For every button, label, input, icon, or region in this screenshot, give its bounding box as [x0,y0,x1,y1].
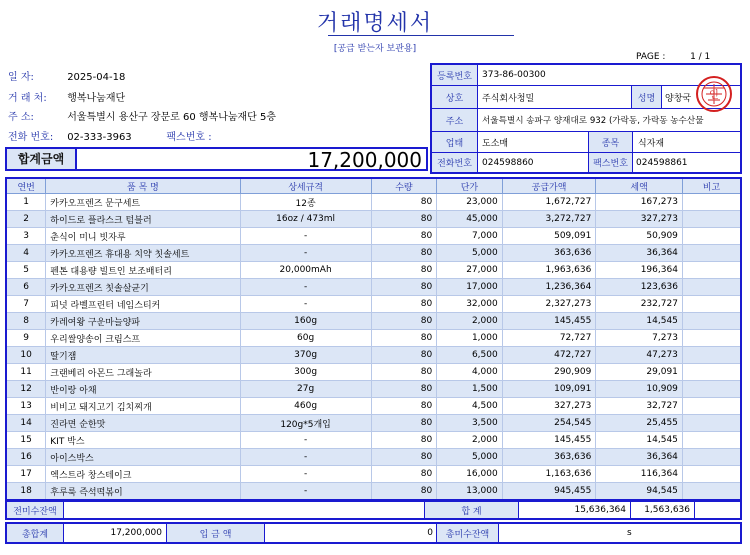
row-qty: 80 [371,432,437,449]
business-item-label: 종목 [589,132,633,152]
page-label: PAGE : [636,52,666,62]
row-unit-price: 23,000 [437,194,503,211]
row-note [682,330,741,347]
row-item-name: 후루룩 즉석떡볶이 [46,483,240,501]
row-supply-amount: 72,727 [502,330,596,347]
row-tax: 7,273 [596,330,683,347]
company-name-label: 상호 [432,86,478,108]
row-tax: 25,455 [596,415,683,432]
table-row [6,398,741,415]
row-no: 9 [6,330,46,347]
row-note [682,466,741,483]
row-unit-price: 32,000 [437,296,503,313]
row-tax: 232,727 [596,296,683,313]
row-spec: - [240,245,371,262]
col-price-header: 단가 [437,178,503,194]
row-item-name: 크랜베리 아몬드 그래놀라 [46,364,240,381]
row-tax: 196,364 [596,262,683,279]
table-row [6,432,741,449]
business-type-label: 업태 [432,132,478,152]
row-note [682,279,741,296]
total-amount-value: 17,200,000 [307,148,422,172]
row-spec: - [240,466,371,483]
col-tax-header: 세액 [596,178,683,194]
row-no: 6 [6,279,46,296]
row-qty: 80 [371,330,437,347]
prev-balance-label: 전미수잔액 [7,502,64,518]
row-spec: - [240,483,371,501]
row-no: 18 [6,483,46,501]
representative-label: 성명 [632,86,662,108]
row-qty: 80 [371,483,437,501]
grand-total-value: 17,200,000 [64,524,167,542]
row-spec: 160g [240,313,371,330]
row-unit-price: 13,000 [437,483,503,501]
row-spec: 460g [240,398,371,415]
row-qty: 80 [371,449,437,466]
row-qty: 80 [371,211,437,228]
row-supply-amount: 472,727 [502,347,596,364]
row-note [682,364,741,381]
row-qty: 80 [371,398,437,415]
row-unit-price: 4,500 [437,398,503,415]
footer-summary-row [5,500,742,520]
row-spec: - [240,228,371,245]
row-unit-price: 45,000 [437,211,503,228]
company-name-value: 주식회사청밀 [482,86,632,108]
supplier-fax-value: 024598861 [636,157,688,168]
row-spec: 60g [240,330,371,347]
supplier-tel-value: 024598860 [482,153,589,172]
row-spec: - [240,432,371,449]
row-tax: 29,091 [596,364,683,381]
row-note [682,245,741,262]
row-note [682,381,741,398]
table-row [6,279,741,296]
row-note [682,296,741,313]
receiver-client-row [8,89,125,104]
table-row [6,466,741,483]
reg-no-value: 373-86-00300 [482,70,546,80]
paid-amount-label: 입 금 액 [167,524,265,542]
supplier-tel-label: 전화번호 [432,153,478,172]
row-no: 3 [6,228,46,245]
page-value: 1 / 1 [690,52,711,62]
row-item-name: 진라면 순한맛 [46,415,240,432]
items-table [5,177,742,501]
row-unit-price: 16,000 [437,466,503,483]
row-spec: 20,000mAh [240,262,371,279]
document-title: 거래명세서 [316,11,434,36]
row-note [682,194,741,211]
table-row [6,449,741,466]
row-tax: 14,545 [596,313,683,330]
row-supply-amount: 363,636 [502,245,596,262]
col-spec-header: 상세규격 [240,178,371,194]
sum-label: 합 계 [425,502,519,518]
row-tax: 36,364 [596,449,683,466]
phone-value: 02-333-3963 [67,132,132,143]
row-spec: - [240,449,371,466]
table-row [6,381,741,398]
row-spec: 12종 [240,194,371,211]
row-qty: 80 [371,245,437,262]
row-spec: 16oz / 473ml [240,211,371,228]
row-spec: 120g*5개입 [240,415,371,432]
row-unit-price: 1,500 [437,381,503,398]
row-no: 1 [6,194,46,211]
row-supply-amount: 363,636 [502,449,596,466]
table-row [6,364,741,381]
row-item-name: 카카오프렌즈 휴대용 치약 칫솔세트 [46,245,240,262]
row-unit-price: 7,000 [437,228,503,245]
row-unit-price: 27,000 [437,262,503,279]
phone-label: 전화 번호: [8,132,54,143]
table-row [6,245,741,262]
row-qty: 80 [371,296,437,313]
date-label: 일 자: [8,72,34,83]
row-item-name: 카카오프렌즈 문구세트 [46,194,240,211]
row-supply-amount: 254,545 [502,415,596,432]
col-no-header: 연번 [6,178,46,194]
table-row [6,415,741,432]
sum-supply-value: 15,636,364 [519,502,631,518]
row-tax: 94,545 [596,483,683,501]
row-item-name: KIT 박스 [46,432,240,449]
row-note [682,313,741,330]
row-supply-amount: 145,455 [502,313,596,330]
sum-tax-value: 1,563,636 [631,502,695,518]
row-item-name: 펜톤 대용량 빌트인 보조배터리 [46,262,240,279]
address-label: 주 소: [8,112,34,123]
sum-note-value [695,502,740,518]
row-qty: 80 [371,279,437,296]
row-spec: 27g [240,381,371,398]
row-no: 4 [6,245,46,262]
row-no: 13 [6,398,46,415]
row-qty: 80 [371,364,437,381]
row-no: 17 [6,466,46,483]
row-spec: 370g [240,347,371,364]
row-note [682,432,741,449]
row-supply-amount: 3,272,727 [502,211,596,228]
row-item-name: 아이스박스 [46,449,240,466]
paid-amount-value: 0 [265,524,437,542]
prev-balance-value [64,502,425,518]
row-tax: 327,273 [596,211,683,228]
row-unit-price: 4,000 [437,364,503,381]
date-value: 2025-04-18 [67,72,126,83]
row-tax: 167,273 [596,194,683,211]
col-supply-header: 공급가액 [502,178,596,194]
row-note [682,228,741,245]
row-no: 12 [6,381,46,398]
row-tax: 50,909 [596,228,683,245]
footer-totals-row [5,522,742,544]
row-qty: 80 [371,415,437,432]
row-no: 7 [6,296,46,313]
row-unit-price: 5,000 [437,245,503,262]
row-note [682,262,741,279]
client-label: 거 래 처: [8,93,47,104]
supplier-address-value: 서울특별시 송파구 양재대로 932 (가락동, 가락동 농수산물 [482,116,704,126]
row-supply-amount: 509,091 [502,228,596,245]
row-tax: 32,727 [596,398,683,415]
row-no: 16 [6,449,46,466]
supplier-business-row [432,132,740,153]
company-seal-icon [694,74,734,114]
row-tax: 36,364 [596,245,683,262]
row-no: 15 [6,432,46,449]
row-item-name: 반이랑 아채 [46,381,240,398]
total-balance-value: s [627,528,632,538]
row-supply-amount: 290,909 [502,364,596,381]
table-row [6,262,741,279]
row-supply-amount: 1,963,636 [502,262,596,279]
row-supply-amount: 145,455 [502,432,596,449]
row-item-name: 딸기잼 [46,347,240,364]
business-type-value: 도소매 [482,132,589,152]
row-note [682,483,741,501]
row-no: 5 [6,262,46,279]
row-no: 10 [6,347,46,364]
row-supply-amount: 1,672,727 [502,194,596,211]
table-row [6,228,741,245]
row-tax: 116,364 [596,466,683,483]
table-header-row [6,178,741,194]
row-supply-amount: 327,273 [502,398,596,415]
title-underline [328,35,514,36]
col-item-header: 품 목 명 [46,178,240,194]
row-unit-price: 2,000 [437,313,503,330]
row-unit-price: 5,000 [437,449,503,466]
receiver-date-row [8,68,125,83]
representative-value: 양창국 [665,93,692,104]
receiver-address-row [8,108,276,123]
row-item-name: 엑스트라 창스테이크 [46,466,240,483]
row-unit-price: 17,000 [437,279,503,296]
total-amount-box [5,147,428,171]
supplier-contact-row [432,153,740,172]
supplier-fax-label: 팩스번호 [589,153,633,172]
row-qty: 80 [371,228,437,245]
row-qty: 80 [371,313,437,330]
row-item-name: 하이드로 플라스크 텀블러 [46,211,240,228]
row-no: 8 [6,313,46,330]
row-qty: 80 [371,262,437,279]
row-no: 11 [6,364,46,381]
row-spec: - [240,279,371,296]
row-qty: 80 [371,194,437,211]
table-row [6,483,741,501]
row-qty: 80 [371,347,437,364]
page-indicator [636,52,710,62]
row-note [682,415,741,432]
col-note-header: 비고 [682,178,741,194]
table-row [6,313,741,330]
table-row [6,211,741,228]
row-supply-amount: 2,327,273 [502,296,596,313]
row-qty: 80 [371,466,437,483]
business-item-value: 식자재 [638,138,665,149]
col-qty-header: 수량 [371,178,437,194]
document-subtitle: [공급 받는자 보관용] [333,44,417,54]
row-tax: 123,636 [596,279,683,296]
row-unit-price: 3,500 [437,415,503,432]
row-item-name: 카레여왕 구운마늘양파 [46,313,240,330]
client-value: 행복나눔재단 [67,93,126,104]
row-note [682,347,741,364]
row-spec: 300g [240,364,371,381]
row-item-name: 우리쌀양송이 크림스프 [46,330,240,347]
row-tax: 47,273 [596,347,683,364]
row-item-name: 춘식이 미니 빗자루 [46,228,240,245]
row-spec: - [240,296,371,313]
row-note [682,449,741,466]
supplier-address-label: 주소 [432,109,478,131]
row-supply-amount: 945,455 [502,483,596,501]
row-item-name: 카카오프렌즈 칫솔살균기 [46,279,240,296]
table-row [6,347,741,364]
row-no: 14 [6,415,46,432]
total-amount-label: 합계금액 [7,149,77,169]
row-note [682,398,741,415]
row-supply-amount: 1,236,364 [502,279,596,296]
row-item-name: 피넛 라벨프린터 네임스티커 [46,296,240,313]
row-tax: 14,545 [596,432,683,449]
reg-no-label: 등록번호 [432,65,478,85]
receiver-phone-row [8,128,212,143]
row-unit-price: 2,000 [437,432,503,449]
fax-label: 팩스번호 : [166,132,212,143]
table-row [6,330,741,347]
row-supply-amount: 109,091 [502,381,596,398]
row-supply-amount: 1,163,636 [502,466,596,483]
table-row [6,194,741,211]
row-tax: 10,909 [596,381,683,398]
row-unit-price: 1,000 [437,330,503,347]
row-item-name: 비비고 돼지고기 김치찌개 [46,398,240,415]
row-unit-price: 6,500 [437,347,503,364]
row-note [682,211,741,228]
row-qty: 80 [371,381,437,398]
grand-total-label: 총합계 [7,524,64,542]
table-row [6,296,741,313]
total-balance-label: 총미수잔액 [437,524,499,542]
address-value: 서울특별시 용산구 장문로 60 행복나눔재단 5층 [67,112,277,123]
seal-text: 인 [709,90,719,101]
row-no: 2 [6,211,46,228]
